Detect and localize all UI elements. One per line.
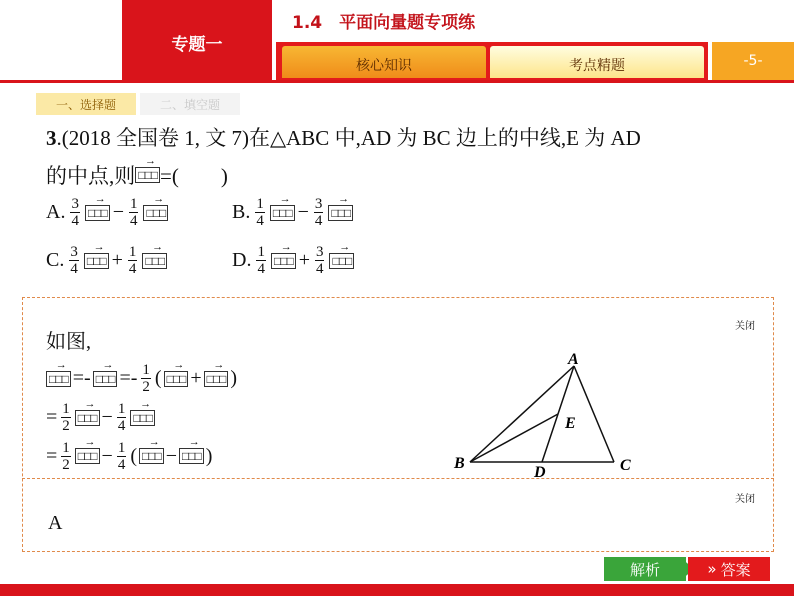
label-b: B — [454, 455, 465, 472]
tab-fill-in-blank[interactable]: 二、填空题 — [140, 93, 240, 115]
label-e: E — [565, 415, 576, 432]
page-title: 1.4 平面向量题专项练 — [292, 13, 476, 33]
option-letter: B. — [232, 201, 251, 223]
operator: − — [297, 201, 309, 223]
fraction: $\frac{1}{4}$ — [129, 196, 138, 229]
answer-button-label: 答案 — [720, 560, 751, 579]
label-c: C — [620, 457, 631, 474]
fraction: $\frac{1}{2}$ — [142, 362, 150, 395]
question-text: .(2018 全国卷 1, 文 7)在△ABC 中,AD 为 BC 边上的中线,E 为 AD — [56, 126, 641, 150]
solution-eq-2 — [46, 401, 155, 434]
operator: + — [111, 249, 123, 271]
operator: + — [298, 249, 310, 271]
option-b[interactable] — [232, 196, 353, 229]
paren: ) — [205, 444, 213, 467]
option-a[interactable] — [46, 196, 168, 229]
question-line-1 — [46, 122, 641, 152]
vector-ac: → □□□ — [143, 205, 168, 221]
vector-ac: → □□□ — [142, 253, 167, 269]
footer-bar — [0, 584, 794, 596]
label-d: D — [534, 464, 546, 480]
vector-bd: → □□□ — [204, 371, 229, 387]
fraction: $\frac{1}{4}$ — [128, 244, 137, 277]
double-chevron-icon: » — [707, 560, 717, 578]
vector-bc: → □□□ — [130, 410, 155, 426]
vector-ba: → □□□ — [164, 371, 189, 387]
fraction: $\frac{3}{4}$ — [315, 244, 324, 277]
triangle-figure — [450, 350, 650, 480]
label-a: A — [568, 351, 579, 368]
fraction: $\frac{1}{4}$ — [257, 244, 265, 277]
option-d[interactable] — [232, 244, 354, 277]
fraction: $\frac{3}{4}$ — [71, 196, 79, 229]
tab-multiple-choice[interactable]: 一、选择题 — [36, 93, 136, 115]
solution-intro: 如图, — [46, 331, 91, 353]
answer-value: A — [48, 512, 63, 534]
option-letter: D. — [232, 249, 252, 271]
vector-ab: → □□□ — [84, 253, 109, 269]
analysis-button[interactable]: 解析 — [604, 557, 686, 581]
option-c[interactable] — [46, 244, 167, 277]
fraction: $\frac{1}{4}$ — [117, 441, 126, 471]
close-answer-button[interactable]: 关闭 — [735, 494, 755, 505]
close-solution-button[interactable]: 关闭 — [735, 321, 755, 332]
operator: − — [101, 406, 113, 428]
vector-eb: → □□□ — [46, 371, 71, 387]
paren: ) — [230, 367, 238, 389]
vector-be: → □□□ — [93, 371, 118, 387]
solution-eq-3 — [46, 441, 212, 471]
operator: = — [46, 444, 58, 467]
question-text-3: =( ) — [160, 164, 228, 188]
option-letter: A. — [46, 201, 66, 223]
option-letter: C. — [46, 249, 65, 271]
header-divider — [0, 80, 794, 83]
solution-eq-1 — [46, 362, 237, 395]
fraction: $\frac{1}{4}$ — [256, 196, 264, 229]
operator: + — [190, 367, 202, 389]
fraction: $\frac{1}{2}$ — [62, 401, 70, 434]
vector-eb: → □□□ — [135, 167, 160, 183]
operator: − — [165, 444, 178, 467]
question-text-2: 的中点,则 — [46, 164, 136, 188]
vector-ab: → □□□ — [270, 205, 295, 221]
paren: ( — [130, 444, 137, 467]
operator: − — [101, 444, 113, 467]
vector-ac: → □□□ — [139, 448, 164, 464]
question-line-2 — [46, 160, 228, 190]
page-number: -5- — [712, 42, 794, 80]
tab-exam-questions[interactable]: 考点精题 — [490, 46, 704, 78]
operator: = — [46, 406, 58, 428]
eq-text: =- — [72, 367, 91, 389]
vector-ab: → □□□ — [179, 448, 204, 464]
answer-button[interactable] — [688, 557, 770, 581]
vector-ab: → □□□ — [271, 253, 296, 269]
edge-ac — [574, 366, 614, 462]
vector-ac: → □□□ — [329, 253, 354, 269]
tab-core-knowledge[interactable]: 核心知识 — [282, 46, 486, 78]
fraction: $\frac{1}{4}$ — [117, 401, 126, 434]
eq-text: =- — [119, 367, 138, 389]
topic-label: 专题一 — [122, 0, 272, 80]
vector-ac: → □□□ — [328, 205, 353, 221]
solution-divider — [22, 478, 774, 479]
operator: − — [112, 201, 124, 223]
vector-ab: → □□□ — [85, 205, 110, 221]
fraction: $\frac{1}{2}$ — [62, 441, 70, 471]
vector-ab: → □□□ — [75, 410, 100, 426]
vector-ab: → □□□ — [75, 448, 100, 464]
paren: ( — [154, 367, 162, 389]
fraction: $\frac{3}{4}$ — [70, 244, 78, 277]
fraction: $\frac{3}{4}$ — [314, 196, 323, 229]
question-number: 3 — [46, 126, 57, 150]
